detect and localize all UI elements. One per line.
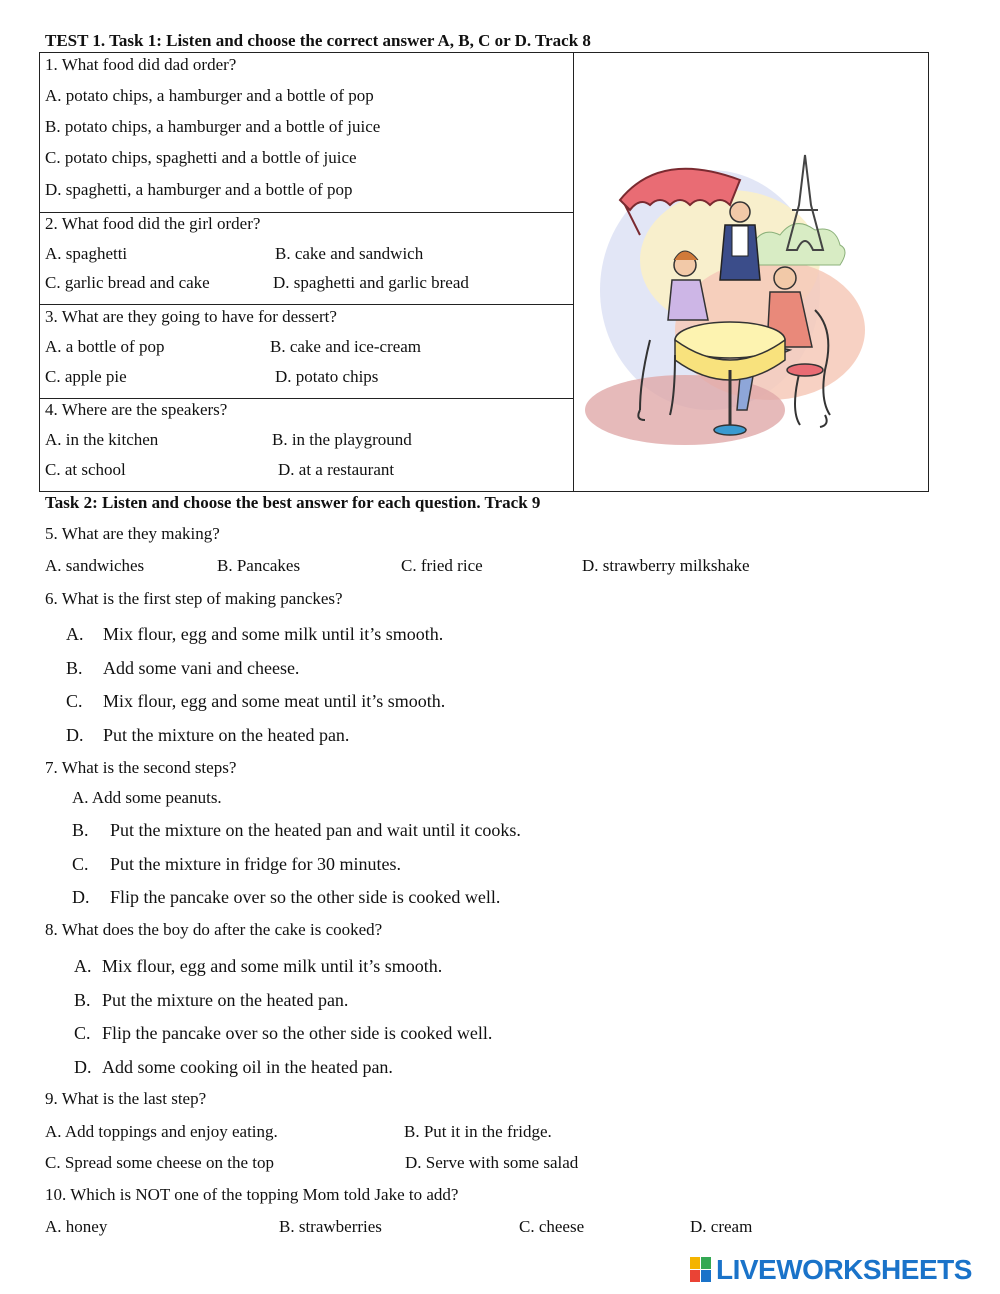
- q3-option-d[interactable]: D. potato chips: [275, 367, 379, 386]
- q1-option-d[interactable]: D. spaghetti, a hamburger and a bottle of pop: [45, 180, 353, 199]
- q9-option-c[interactable]: C. Spread some cheese on the top: [45, 1153, 274, 1172]
- q5-option-a[interactable]: A. sandwiches: [45, 556, 145, 575]
- liveworksheets-logo-icon: [690, 1257, 712, 1283]
- q9-option-a[interactable]: A. Add toppings and enjoy eating.: [45, 1122, 278, 1141]
- q6-option-d-text: Put the mixture on the heated pan.: [103, 725, 350, 745]
- q1-option-b[interactable]: B. potato chips, a hamburger and a bottle of juice: [45, 117, 381, 136]
- q10-option-b[interactable]: B. strawberries: [279, 1217, 382, 1236]
- q2-option-b[interactable]: B. cake and sandwich: [275, 244, 424, 263]
- q8-option-d[interactable]: [74, 1057, 393, 1077]
- q4-option-a[interactable]: A. in the kitchen: [45, 430, 159, 449]
- q8-option-d-letter: D.: [74, 1057, 92, 1077]
- q2-option-d[interactable]: D. spaghetti and garlic bread: [273, 273, 469, 292]
- q8-option-a-letter: A.: [74, 956, 92, 976]
- q6-question: 6. What is the first step of making panckes?: [45, 589, 343, 608]
- q2-option-a[interactable]: A. spaghetti: [45, 244, 128, 263]
- q6-option-d[interactable]: [66, 725, 349, 745]
- q6-option-b-text: Add some vani and cheese.: [103, 658, 300, 678]
- q3-option-c[interactable]: C. apple pie: [45, 367, 127, 386]
- q4-question: 4. Where are the speakers?: [45, 400, 228, 419]
- q6-option-c-letter: C.: [66, 691, 83, 711]
- q4-option-c[interactable]: C. at school: [45, 460, 126, 479]
- q8-option-b-text: Put the mixture on the heated pan.: [102, 990, 349, 1010]
- liveworksheets-logo: [690, 1255, 972, 1285]
- q10-option-d[interactable]: D. cream: [690, 1217, 753, 1236]
- q8-option-c-text: Flip the pancake over so the other side is cooked well.: [102, 1023, 493, 1043]
- task1-heading: TEST 1. Task 1: Listen and choose the correct answer A, B, C or D. Track 8: [45, 31, 591, 50]
- q2-question: 2. What food did the girl order?: [45, 214, 261, 233]
- q8-question: 8. What does the boy do after the cake is cooked?: [45, 920, 383, 939]
- q10-question: 10. Which is NOT one of the topping Mom told Jake to add?: [45, 1185, 459, 1204]
- q3-question: 3. What are they going to have for dessert?: [45, 307, 337, 326]
- restaurant-illustration: [580, 140, 880, 470]
- q8-option-a-text: Mix flour, egg and some milk until it’s smooth.: [102, 956, 443, 976]
- q5-option-c[interactable]: C. fried rice: [401, 556, 483, 575]
- q6-option-c-text: Mix flour, egg and some meat until it’s smooth.: [103, 691, 446, 711]
- q9-question: 9. What is the last step?: [45, 1089, 207, 1108]
- waiter-head: [730, 202, 750, 222]
- q10-option-c[interactable]: C. cheese: [519, 1217, 585, 1236]
- q8-option-d-text: Add some cooking oil in the heated pan.: [102, 1057, 393, 1077]
- q1-option-c[interactable]: C. potato chips, spaghetti and a bottle of juice: [45, 148, 357, 167]
- q5-option-d[interactable]: D. strawberry milkshake: [582, 556, 750, 575]
- q7-option-c[interactable]: [72, 854, 401, 874]
- q8-option-a[interactable]: [74, 956, 442, 976]
- q7-question: 7. What is the second steps?: [45, 758, 237, 777]
- q6-option-c[interactable]: [66, 691, 445, 711]
- q7-option-b-letter: B.: [72, 820, 89, 840]
- q7-option-b[interactable]: [72, 820, 521, 840]
- man-head: [774, 267, 796, 289]
- q7-option-d-letter: D.: [72, 887, 90, 907]
- q3-option-a[interactable]: A. a bottle of pop: [45, 337, 165, 356]
- task2-heading: Task 2: Listen and choose the best answer for each question. Track 9: [45, 493, 541, 512]
- q6-option-b-letter: B.: [66, 658, 83, 678]
- q8-option-c[interactable]: [74, 1023, 492, 1043]
- q4-option-b[interactable]: B. in the playground: [272, 430, 412, 449]
- liveworksheets-logo-text: LIVEWORKSHEETS: [716, 1254, 972, 1285]
- q6-option-a[interactable]: [66, 624, 443, 644]
- q7-option-d[interactable]: [72, 887, 500, 907]
- q7-option-a[interactable]: A. Add some peanuts.: [72, 788, 222, 807]
- q4-option-d[interactable]: D. at a restaurant: [278, 460, 395, 479]
- q10-option-a[interactable]: A. honey: [45, 1217, 108, 1236]
- q6-option-a-letter: A.: [66, 624, 84, 644]
- q1-option-a[interactable]: A. potato chips, a hamburger and a bottle of pop: [45, 86, 374, 105]
- q9-option-b[interactable]: B. Put it in the fridge.: [404, 1122, 552, 1141]
- q7-option-b-text: Put the mixture on the heated pan and wait until it cooks.: [110, 820, 521, 840]
- q8-option-c-letter: C.: [74, 1023, 91, 1043]
- q2-option-c[interactable]: C. garlic bread and cake: [45, 273, 210, 292]
- q7-option-c-text: Put the mixture in fridge for 30 minutes.: [110, 854, 401, 874]
- q1-question: 1. What food did dad order?: [45, 55, 237, 74]
- q5-question: 5. What are they making?: [45, 524, 220, 543]
- q8-option-b[interactable]: [74, 990, 348, 1010]
- q7-option-d-text: Flip the pancake over so the other side is cooked well.: [110, 887, 501, 907]
- q5-option-b[interactable]: B. Pancakes: [217, 556, 301, 575]
- q6-option-a-text: Mix flour, egg and some milk until it’s smooth.: [103, 624, 444, 644]
- q8-option-b-letter: B.: [74, 990, 91, 1010]
- q6-option-d-letter: D.: [66, 725, 84, 745]
- q9-option-d[interactable]: D. Serve with some salad: [405, 1153, 579, 1172]
- q6-option-b[interactable]: [66, 658, 299, 678]
- q7-option-c-letter: C.: [72, 854, 89, 874]
- illustration-floor-shadow: [585, 375, 785, 445]
- q3-option-b[interactable]: B. cake and ice-cream: [270, 337, 422, 356]
